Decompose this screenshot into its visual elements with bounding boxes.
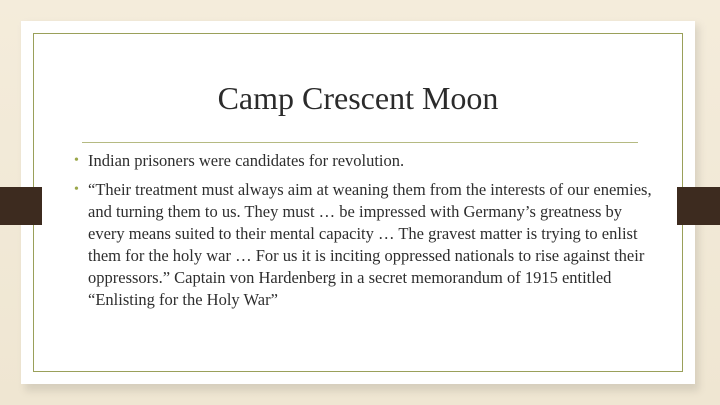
right-decorative-tab — [677, 187, 720, 225]
bullet-list — [74, 150, 654, 318]
bullet-icon: • — [74, 182, 79, 197]
bullet-text: Indian prisoners were candidates for revolution. — [88, 151, 405, 170]
bullet-icon: • — [74, 153, 79, 168]
left-decorative-tab — [0, 187, 42, 225]
bullet-item — [74, 150, 654, 172]
bullet-item — [74, 179, 654, 311]
title-divider — [82, 142, 638, 143]
bullet-text: “Their treatment must always aim at weaning them from the interests of our enemies, and turning them to us. They must … be impressed with Germany’s greatness by every means suited to their mental capacity … The gravest matter is trying to enlist them for the holy war … For us it is inciting oppressed nationals to rise against their oppressors.” Captain von Hardenberg in a secret memorandum of 1915 entitled “Enlisting for the Holy War” — [88, 180, 652, 309]
slide-title: Camp Crescent Moon — [217, 80, 499, 116]
